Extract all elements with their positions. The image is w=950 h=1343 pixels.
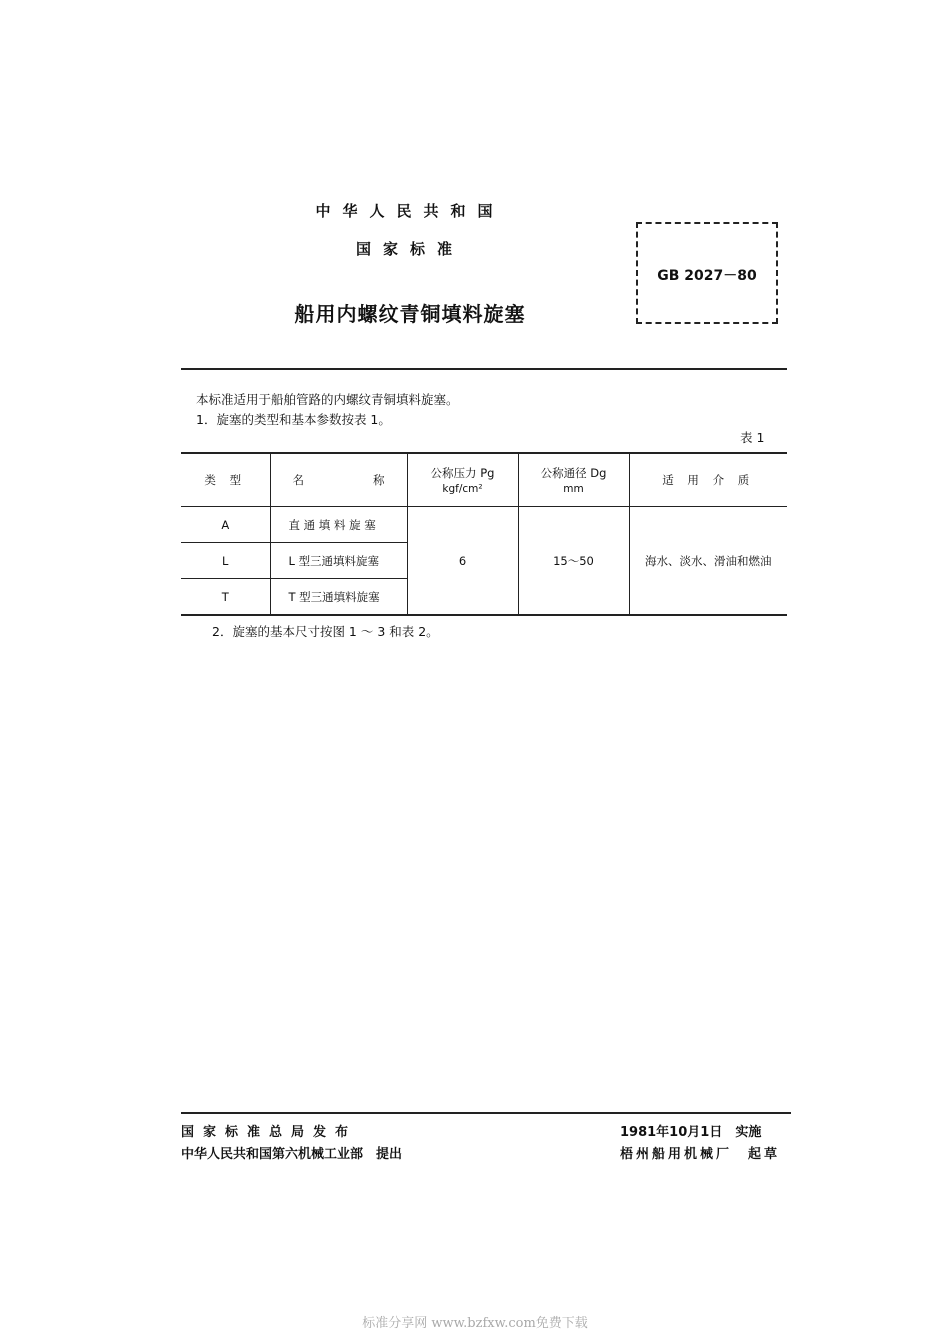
footer-rule — [181, 1112, 791, 1114]
country-heading: 中华人民共和国 — [315, 202, 505, 220]
standard-category: 国家标准 — [355, 240, 464, 258]
scope-paragraph: 本标准适用于船舶管路的内螺纹青铜填料旋塞。 — [196, 392, 459, 407]
parameter-table — [181, 452, 787, 616]
clause-1: 1．旋塞的类型和基本参数按表 1。 — [196, 412, 391, 427]
header-pressure: 公称压力 Pg kgf/cm² — [407, 453, 518, 507]
table-header-row — [181, 453, 787, 507]
header-pressure-unit: kgf/cm² — [442, 483, 483, 495]
cell-pressure: 6 — [407, 507, 518, 616]
header-diameter: 公称通径 Dg mm — [518, 453, 629, 507]
header-name-part-a: 名 — [292, 473, 304, 487]
clause-2: 2．旋塞的基本尺寸按图 1 ～ 3 和表 2。 — [212, 624, 439, 639]
header-rule — [181, 368, 787, 370]
header-medium: 适 用 介 质 — [629, 453, 787, 507]
cell-name: 直 通 填 料 旋 塞 — [270, 507, 407, 543]
effective-date: 1981年10月1日 实施 — [620, 1125, 762, 1140]
drafting-organization: 梧州船用机械厂 起草 — [620, 1147, 781, 1162]
cell-diameter: 15～50 — [518, 507, 629, 616]
proposing-authority: 中华人民共和国第六机械工业部 提出 — [181, 1147, 403, 1162]
standard-code: GB 2027－80 — [657, 268, 757, 284]
cell-type: L — [181, 543, 270, 579]
header-name — [270, 453, 407, 507]
cell-name: L 型三通填料旋塞 — [270, 543, 407, 579]
cell-name: T 型三通填料旋塞 — [270, 579, 407, 616]
issuing-authority: 国家标准总局发布 — [181, 1125, 358, 1140]
table-caption: 表 1 — [740, 430, 765, 445]
header-diameter-unit: mm — [563, 483, 584, 495]
header-name-part-b: 称 — [373, 473, 385, 487]
cell-medium: 海水、淡水、滑油和燃油 — [629, 507, 787, 616]
header-type: 类 型 — [181, 453, 270, 507]
download-watermark: 标准分享网 www.bzfxw.com免费下载 — [362, 1316, 588, 1331]
cell-type: T — [181, 579, 270, 616]
table-row — [181, 507, 787, 543]
cell-type: A — [181, 507, 270, 543]
document-title: 船用内螺纹青铜填料旋塞 — [294, 302, 526, 326]
